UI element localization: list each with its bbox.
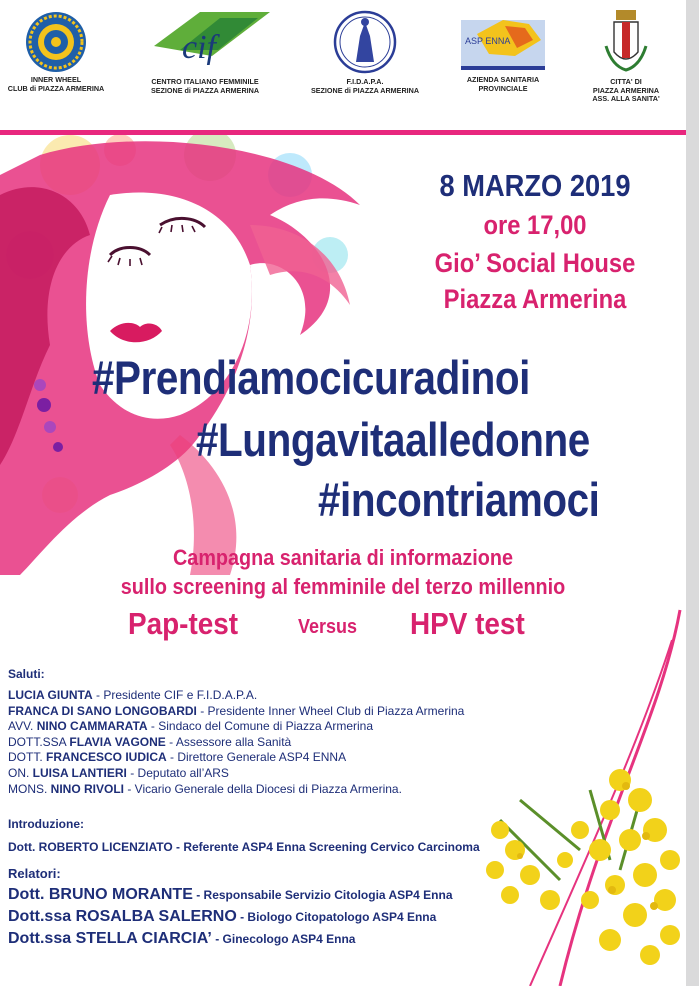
asp-enna-logo-icon bbox=[455, 6, 551, 74]
versus-label: Versus bbox=[298, 616, 358, 638]
relatore-item: Dott.ssa STELLA CIARCIA’ - Ginecologo ASP4 Enna bbox=[8, 930, 356, 947]
saluti-item: MONS. NINO RIVOLI - Vicario Generale della Diocesi di Piazza Armerina. bbox=[8, 781, 402, 796]
logo-cif: cif CENTRO ITALIANO FEMMINILE SEZIONE di PIAZZA ARMERINA bbox=[136, 6, 274, 95]
event-city: Piazza Armerina bbox=[443, 284, 627, 314]
saluti-item: LUCIA GIUNTA - Presidente CIF e F.I.D.A.P.A. bbox=[8, 688, 258, 702]
relatori-list bbox=[8, 884, 453, 950]
city-coat-of-arms-icon bbox=[596, 6, 656, 76]
event-date: 8 MARZO 2019 bbox=[439, 168, 631, 203]
logo-citta: CITTA' DI PIAZZA ARMERINA ASS. ALLA SANITA' bbox=[576, 6, 676, 104]
fidapa-emblem-icon bbox=[330, 6, 400, 76]
svg-text:ASP ENNA: ASP ENNA bbox=[465, 36, 511, 46]
page-edge bbox=[686, 0, 699, 986]
campaign-title: Campagna sanitaria di informazione bbox=[173, 545, 513, 570]
inner-wheel-emblem-icon bbox=[24, 6, 88, 74]
pap-test-label: Pap-test bbox=[128, 606, 239, 641]
saluti-item: ON. LUISA LANTIERI - Deputato all’ARS bbox=[8, 765, 229, 780]
hashtag-incontriamoci: #incontriamoci bbox=[318, 473, 600, 526]
campaign-subtitle: sullo screening al femminile del terzo millennio bbox=[120, 574, 566, 599]
hpv-test-label: HPV test bbox=[410, 606, 525, 641]
svg-text:cif: cif bbox=[182, 29, 216, 66]
saluti-item: DOTT. FRANCESCO IUDICA - Direttore Generale ASP4 ENNA bbox=[8, 750, 347, 765]
relatore-item: Dott. BRUNO MORANTE - Responsabile Servizio Citologia ASP4 Enna bbox=[8, 886, 453, 903]
hashtag-lungavita: #Lungavitaalledonne bbox=[196, 413, 590, 466]
hashtag-prendiamoci: #Prendiamocicuradinoi bbox=[92, 351, 530, 404]
saluti-item: AVV. NINO CAMMARATA - Sindaco del Comune di Piazza Armerina bbox=[8, 719, 374, 734]
event-venue: Gio’ Social House bbox=[434, 248, 636, 278]
introduzione-speaker: Dott. ROBERTO LICENZIATO - Referente ASP4 Enna Screening Cervico Carcinoma bbox=[8, 840, 480, 854]
relatori-heading: Relatori: bbox=[8, 866, 61, 881]
tests-comparison bbox=[0, 606, 686, 646]
saluti-heading: Saluti: bbox=[8, 667, 45, 681]
logo-asp: ASP ENNA AZIENDA SANITARIA PROVINCIALE bbox=[444, 6, 562, 93]
saluti-item: DOTT.SSA FLAVIA VAGONE - Assessore alla Sanità bbox=[8, 734, 292, 749]
introduzione-heading: Introduzione: bbox=[8, 817, 84, 831]
logo-inner-wheel: INNER WHEEL CLUB di PIAZZA ARMERINA bbox=[4, 6, 108, 93]
relatore-item: Dott.ssa ROSALBA SALERNO - Biologo Citopatologo ASP4 Enna bbox=[8, 908, 437, 925]
logo-fidapa: F.I.D.A.P.A. SEZIONE di PIAZZA ARMERINA bbox=[290, 6, 440, 95]
cif-logo-icon bbox=[140, 6, 270, 76]
header-logos bbox=[0, 0, 686, 130]
saluti-item: FRANCA DI SANO LONGOBARDI - Presidente Inner Wheel Club di Piazza Armerina bbox=[8, 703, 465, 718]
event-time: ore 17,00 bbox=[483, 210, 587, 240]
saluti-list bbox=[8, 688, 568, 797]
